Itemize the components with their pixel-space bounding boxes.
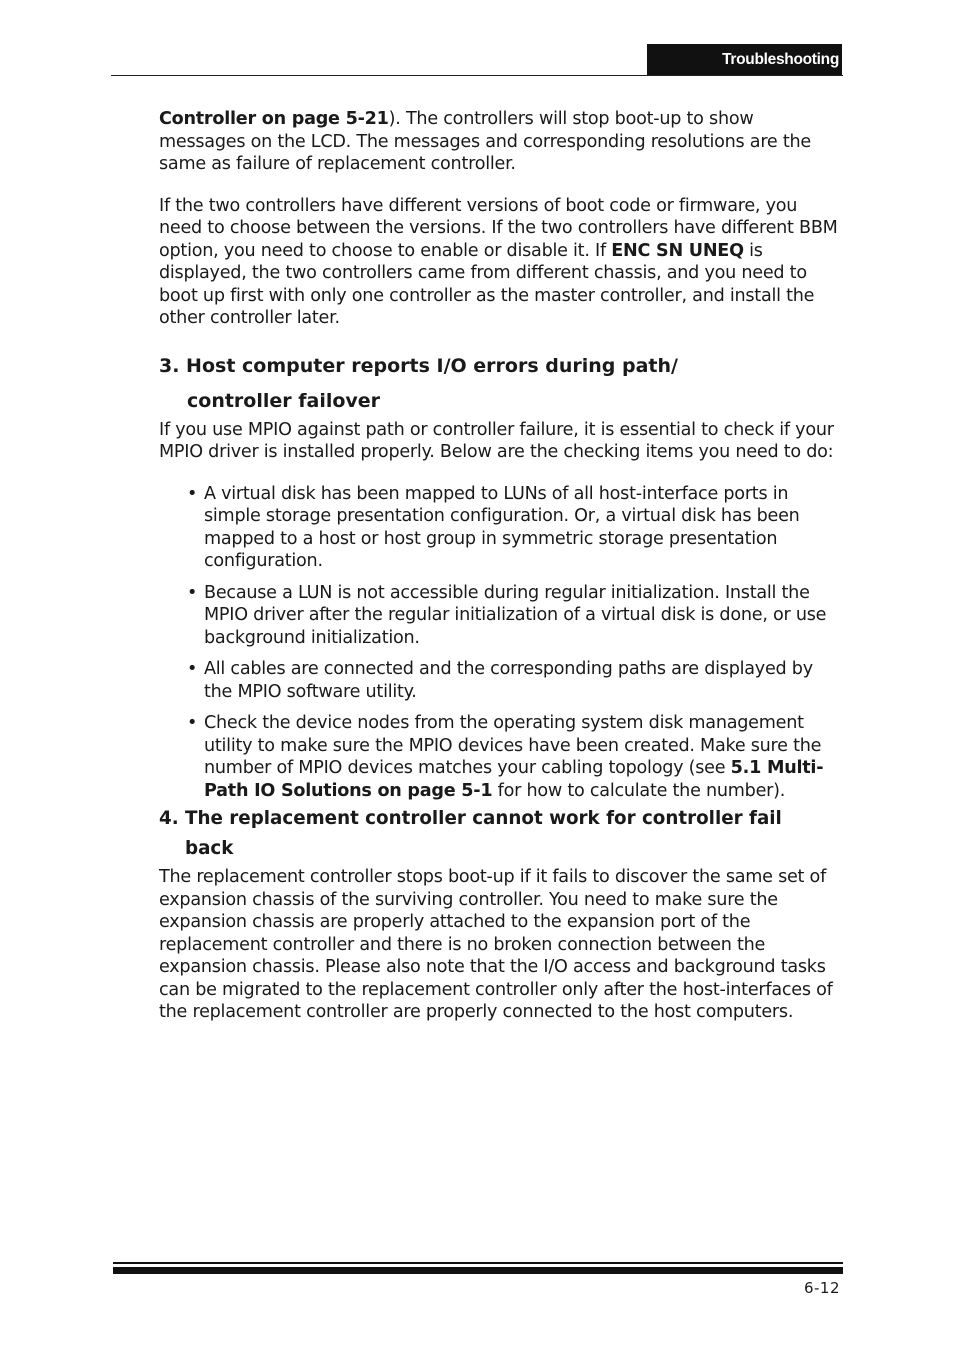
intro-paragraph	[159, 108, 841, 176]
list-item-text: All cables are connected and the corresponding paths are displayed by the MPIO software utility.	[204, 659, 813, 702]
section-3-heading	[159, 349, 841, 419]
section-4-title-line2: back	[185, 838, 234, 859]
bullet-icon: •	[187, 713, 198, 733]
footer-rule-thick	[113, 1267, 843, 1274]
section-4-heading	[159, 804, 841, 864]
firmware-text-after: is displayed, the two controllers came from different chassis, and you need to boot up first with only one controller as the master controller, and install the other controller later.	[159, 240, 815, 328]
list-item	[187, 483, 841, 573]
section-4-title-line1: 4. The replacement controller cannot work for controller fail	[159, 808, 782, 829]
cross-reference-link[interactable]: 5.1 Multi-Path IO Solutions on page 5-1	[204, 758, 824, 801]
section-header-tab	[647, 44, 842, 75]
list-item-text-after: for how to calculate the number).	[492, 780, 786, 801]
bullet-icon: •	[187, 659, 198, 679]
list-item-text: Because a LUN is not accessible during regular initialization. Install the MPIO driver after the regular initialization of a virtual disk is done, or use background initialization.	[204, 582, 827, 648]
header-rule	[111, 75, 843, 76]
section-header-label: Troubleshooting	[722, 50, 839, 68]
section-3-title-line1: 3. Host computer reports I/O errors during path/	[159, 354, 678, 377]
list-item	[187, 712, 841, 802]
page-content	[159, 108, 841, 1043]
list-item-text: A virtual disk has been mapped to LUNs of all host-interface ports in simple storage presentation configuration. Or, a virtual disk has been mapped to a host or host group in symmetric storage presentation configuration.	[204, 483, 800, 571]
cross-reference-link[interactable]: Controller on page 5-21	[159, 109, 389, 129]
footer-rule-thin	[113, 1262, 843, 1264]
checklist	[159, 483, 841, 803]
section-3-intro: If you use MPIO against path or controller failure, it is essential to check if your MPIO driver is installed properly. Below are the checking items you need to do:	[159, 419, 834, 462]
firmware-text-before: If the two controllers have different versions of boot code or firmware, you need to choose between the versions. If the two controllers have different BBM option, you need to choose to enable or disable it. If	[159, 195, 838, 261]
status-code: ENC SN UNEQ	[611, 240, 744, 261]
page-number: 6-12	[803, 1279, 840, 1297]
bullet-icon: •	[187, 582, 198, 603]
firmware-paragraph	[159, 195, 841, 330]
section-3-title-line2: controller failover	[187, 389, 381, 412]
section-4-body: The replacement controller stops boot-up if it fails to discover the same set of expansion chassis of the surviving controller. You need to make sure the expansion chassis are properly attached to the expansion port of the replacement controller and there is no broken connection between the expansion chassis. Please also note that the I/O access and background tasks can be migrated to the replacement controller only after the host-interfaces of the replacement controller are properly connected to the host computers.	[159, 867, 833, 1022]
list-item-text: Check the device nodes from the operating system disk management utility to make sure the MPIO devices have been created. Make sure the number of MPIO devices matches your cabling topology (see	[204, 713, 822, 778]
bullet-icon: •	[187, 483, 198, 504]
list-item	[187, 582, 841, 650]
intro-text: ). The controllers will stop boot-up to show messages on the LCD. The messages and corresponding resolutions are the same as failure of replacement controller.	[159, 109, 811, 174]
list-item	[187, 658, 841, 703]
